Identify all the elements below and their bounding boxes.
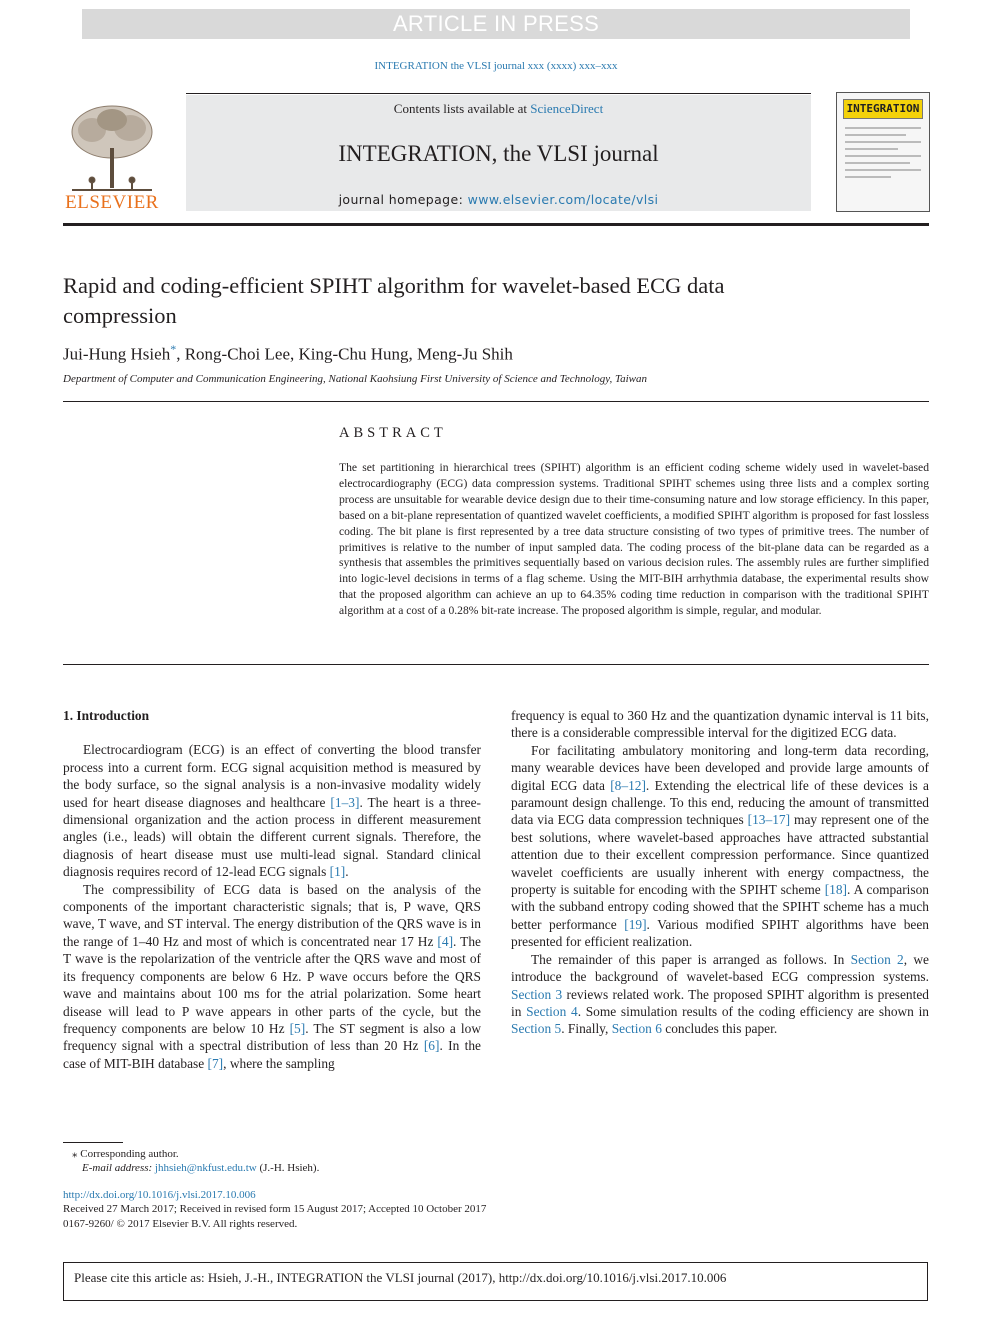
- ref-1[interactable]: [1]: [329, 864, 346, 880]
- abstract-text: The set partitioning in hierarchical trees (SPIHT) algorithm is an efficient coding scheme widely used in wavelet-based electrocardiography (ECG) data compression systems. Traditional SPIHT schemes using three lists and a complex sorting process are unsuitable for wearable device design due to their time-consuming nature and low storage efficiency. In this paper, based on a bit-plane representation of quantized wavelet coefficients, a modified SPIHT algorithm is proposed for fast lossless coding. The bit plane is first represented by a tree data structure consisting of two types of primitive trees. The number of primitives is relative to the number of input sampled data. The coding process of the bit-plane data can be regarded as a synthesis that assembles the primitives sequentially based on various decision rules. The assembly rules are further simplified into logic-level decisions in terms of a flag scheme. Using the MIT-BIH arrhythmia database, the experimental results show that the proposed algorithm can achieve an up to 64.35% coding time reduction in comparison with the traditional SPIHT algorithm at a cost of a 0.28% bit-rate increase. The proposed algorithm is simple, regular, and modular.: [339, 461, 929, 618]
- section-3-link[interactable]: Section 3: [511, 986, 563, 1002]
- header-bottom-rule: [63, 223, 929, 226]
- title-line-1: Rapid and coding-efficient SPIHT algorithm for wavelet-based ECG data: [63, 273, 725, 298]
- contents-line: [186, 101, 811, 117]
- cover-contents-lines: [845, 127, 921, 178]
- corresponding-author-note: ⁎ Corresponding author.: [72, 1148, 179, 1160]
- email-label: E-mail address:: [82, 1162, 155, 1174]
- intro-paragraph-1: Electrocardiogram (ECG) is an effect of converting the blood transfer process into a current form. ECG signal acquisition method is measured by the body surface, so the signal analysis is a non-invasive modality widely used for heart disease diagnoses and healthcare [1–3]. The heart is a three-dimensional organization and the action process in different measurement angles (i.e., leads) will obtain the different current signals. Therefore, the diagnosis of heart disease must use multi-lead signal. Standard clinical diagnosis requires record of 12-lead ECG signals [1].: [63, 742, 481, 880]
- ref-5[interactable]: [5]: [289, 1020, 306, 1036]
- right-column: [511, 707, 929, 1038]
- author-list: [63, 342, 923, 365]
- abstract-bottom-rule: [63, 664, 929, 665]
- section-2-link[interactable]: Section 2: [850, 951, 904, 967]
- affiliation: Department of Computer and Communication Engineering, National Kaohsiung First University of Science and Technology, Taiwan: [63, 373, 647, 385]
- ref-13-17[interactable]: [13–17]: [747, 812, 791, 828]
- homepage-prefix: journal homepage:: [338, 192, 468, 207]
- corresponding-author-mark[interactable]: *: [170, 342, 177, 356]
- ref-8-12[interactable]: [8–12]: [610, 777, 646, 793]
- other-authors: , Rong-Choi Lee, King-Chu Hung, Meng-Ju Shih: [176, 344, 513, 364]
- ref-19[interactable]: [19]: [624, 916, 647, 932]
- abstract-top-rule: [63, 401, 929, 402]
- intro-paragraph-4: For facilitating ambulatory monitoring and long-term data recording, many wearable devices have been developed and provide large amounts of digital ECG data [8–12]. Extending the electrical life of these devices is a paramount design challenge. To this end, reducing the amount of transmitted data via ECG data compression techniques [13–17] may represent one of the best solutions, where wavelet-based approaches have attracted substantial attention due to their excellent compression performance. Since quantized wavelet coefficients are usually inherent with energy compactness, the property is suitable for encoding with the SPIHT scheme [18]. A comparison with the subband entropy coding showed that the SPIHT scheme has a much better performance [19]. Various modified SPIHT algorithms have been presented for efficient realization.: [511, 742, 929, 950]
- section-6-link[interactable]: Section 6: [611, 1021, 662, 1037]
- journal-reference-link[interactable]: INTEGRATION the VLSI journal xxx (xxxx) xxx–xxx: [374, 60, 618, 72]
- section-heading-introduction: 1. Introduction: [63, 708, 150, 723]
- citation-box: Please cite this article as: Hsieh, J.-H., INTEGRATION the VLSI journal (2017), http://dx.doi.org/10.1016/j.vlsi.2017.10.006: [63, 1262, 928, 1301]
- doi-link[interactable]: http://dx.doi.org/10.1016/j.vlsi.2017.10.006: [63, 1189, 256, 1201]
- ref-4[interactable]: [4]: [437, 933, 454, 949]
- left-column: [63, 707, 481, 1072]
- footnote-star: ⁎: [72, 1148, 78, 1160]
- intro-paragraph-5: The remainder of this paper is arranged as follows. In Section 2, we introduce the background of wavelet-based ECG compression systems. Section 3 reviews related work. The proposed SPIHT algorithm is presented in Section 4. Some simulation results of the coding efficiency are shown in Section 5. Finally, Section 6 concludes this paper.: [511, 951, 929, 1037]
- email-note: E-mail address: jhhsieh@nkfust.edu.tw (J.-H. Hsieh).: [82, 1162, 320, 1174]
- ref-1-3[interactable]: [1–3]: [330, 794, 360, 810]
- journal-cover-thumbnail[interactable]: [836, 92, 930, 212]
- author-hsieh: Jui-Hung Hsieh: [63, 344, 171, 364]
- ref-6[interactable]: [6]: [423, 1038, 440, 1054]
- section-4-link[interactable]: Section 4: [526, 1003, 578, 1019]
- article-in-press-banner: ARTICLE IN PRESS: [82, 9, 910, 39]
- received-dates: Received 27 March 2017; Received in revised form 15 August 2017; Accepted 10 October 2017: [63, 1203, 487, 1215]
- ref-18[interactable]: [18]: [824, 882, 848, 898]
- journal-homepage: [186, 192, 811, 207]
- header-top-rule: [186, 93, 811, 94]
- journal-title: INTEGRATION, the VLSI journal: [338, 141, 659, 166]
- sciencedirect-link[interactable]: ScienceDirect: [530, 101, 604, 116]
- cover-title: INTEGRATION: [843, 99, 923, 119]
- ref-7[interactable]: [7]: [207, 1055, 224, 1071]
- intro-paragraph-3: frequency is equal to 360 Hz and the quantization dynamic interval is 11 bits, there is a considerable compressible interval for the digitized ECG data.: [511, 708, 929, 741]
- homepage-link[interactable]: www.elsevier.com/locate/vlsi: [467, 192, 659, 207]
- title-line-2: compression: [63, 303, 177, 328]
- elsevier-tree-logo: [62, 100, 162, 195]
- contents-prefix: Contents lists available at: [393, 101, 531, 116]
- email-link[interactable]: jhhsieh@nkfust.edu.tw: [154, 1162, 257, 1174]
- copyright-line: 0167-9260/ © 2017 Elsevier B.V. All rights reserved.: [63, 1218, 298, 1230]
- abstract-heading: ABSTRACT: [339, 425, 447, 441]
- section-5-link[interactable]: Section 5: [511, 1021, 562, 1037]
- footnote-rule: [63, 1142, 123, 1143]
- intro-paragraph-2: The compressibility of ECG data is based on the analysis of the components of the important characteristic signals; that is, P wave, QRS wave, T wave, and ST interval. The energy distribution of the QRS wave is in the range of 1–40 Hz and most of which is concentrated near 17 Hz [4]. The T wave is the repolarization of the ventricle after the QRS wave and most of its frequency components are below 6 Hz. P wave occurs before the QRS wave and maintains about 100 ms for the atrial polarization. Some heart disease will lead to P wave appears in other parts of the cycle, but the frequency components are below 10 Hz [5]. The ST segment is also a low frequency signal with a spectral distribution of less than 20 Hz [6]. In the case of MIT-BIH database [7], where the sampling: [63, 881, 481, 1071]
- article-title: [63, 271, 923, 331]
- elsevier-wordmark: ELSEVIER: [65, 192, 159, 213]
